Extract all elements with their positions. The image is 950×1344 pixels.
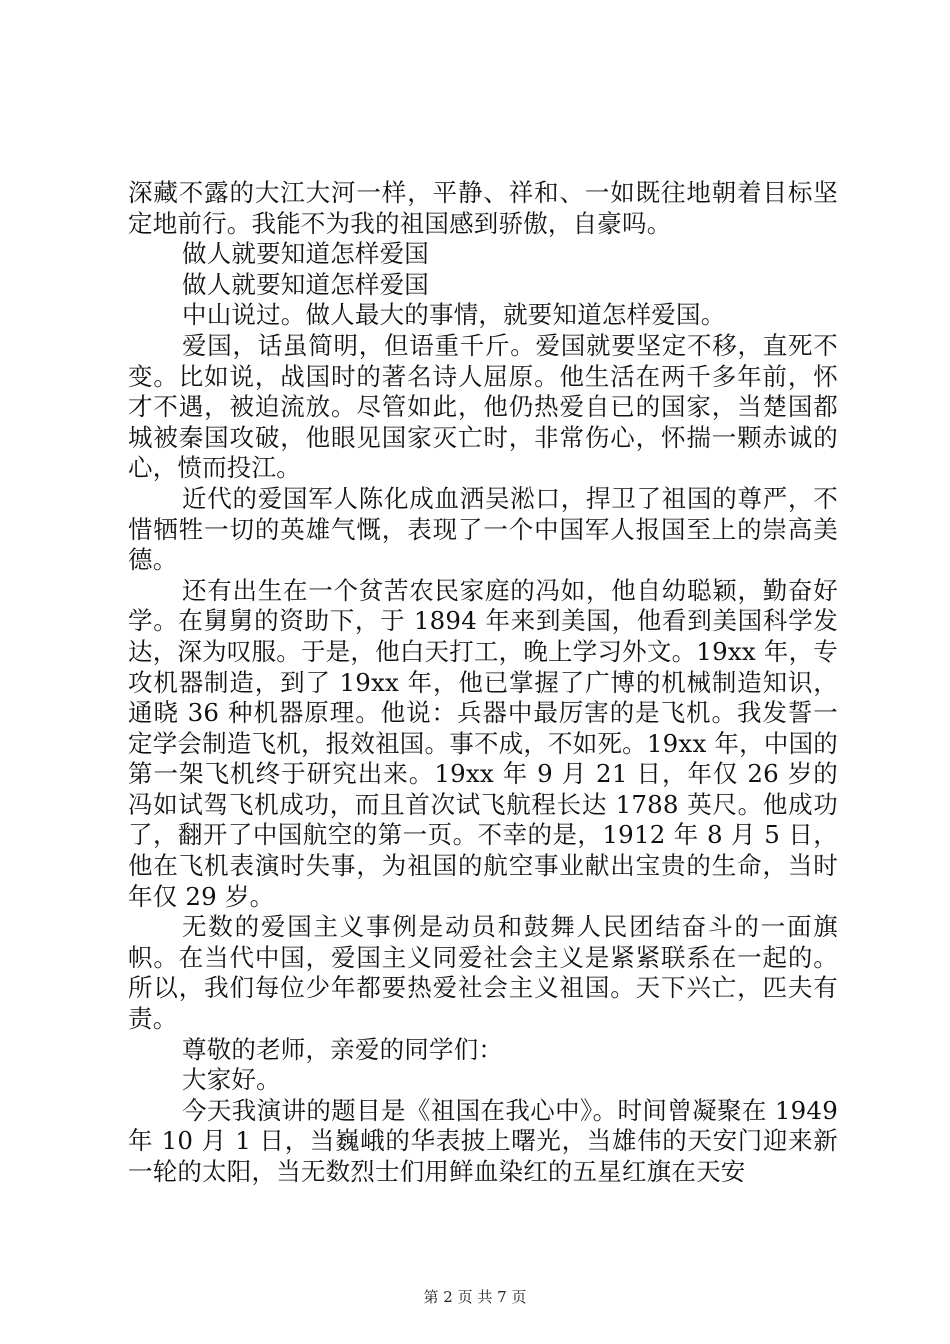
paragraph-salutation: 尊敬的老师，亲爱的同学们： bbox=[182, 1034, 504, 1064]
paragraph-quyuan: 爱国，话虽简明，但语重千斤。爱国就要坚定不移，直死不变。比如说，战国时的著名诗人屈原。他生活在两千多年前，怀才不遇，被迫流放。尽管如此，他仍热爱自已的国家，当楚国都城被秦国攻破，他眼见国家灭亡时，非常伤心，怀揣一颗赤诚的心，愤而投江。 bbox=[128, 330, 838, 483]
paragraph-continuation: 深藏不露的大江大河一样，平静、祥和、一如既往地朝着目标坚定地前行。我能不为我的祖国感到骄傲，自豪吗。 bbox=[128, 178, 838, 238]
paragraph-fengru: 还有出生在一个贫苦农民家庭的冯如，他自幼聪颖，勤奋好学。在舅舅的资助下，于 1894 年来到美国，他看到美国科学发达，深为叹服。于是，他白天打工，晚上学习外文。19xx 年，专攻机器制造，到了 19xx 年，他已掌握了广博的机械制造知识，通晓 36 种机器原理。他说：兵器中最厉害的是飞机。我发誓一定学会制造飞机，报效祖国。事不成，不如死。19xx 年，中国的第一架飞机终于研究出来。19xx 年 9 月 21 日，年仅 26 岁的冯如试驾飞机成功，而且首次试飞航程长达 1788 英尺。他成功了，翻开了中国航空的第一页。不幸的是，1912 年 8 月 5 日，他在飞机表演时失事，为祖国的航空事业献出宝贵的生命，当时年仅 29 岁。 bbox=[128, 575, 838, 911]
paragraph-chenhuacheng: 近代的爱国军人陈化成血洒吴淞口，捍卫了祖国的尊严，不惜牺牲一切的英雄气慨，表现了一个中国军人报国至上的崇高美德。 bbox=[128, 483, 838, 575]
paragraph-quote: 中山说过。做人最大的事情，就要知道怎样爱国。 bbox=[182, 300, 726, 330]
paragraph-patriotism: 无数的爱国主义事例是动员和鼓舞人民团结奋斗的一面旗帜。在当代中国，爱国主义同爱社会主义是紧紧联系在一起的。所以，我们每位少年都要热爱社会主义祖国。天下兴亡，匹夫有责。 bbox=[128, 912, 838, 1034]
paragraph-speech-title: 今天我演讲的题目是《祖国在我心中》。时间曾凝聚在 1949 年 10 月 1 日，当巍峨的华表披上曙光，当雄伟的天安门迎来新一轮的太阳，当无数烈士们用鲜血染红的五星红旗在天安 bbox=[128, 1095, 838, 1186]
page-footer: 第 2 页 共 7 页 bbox=[423, 1288, 527, 1306]
paragraph-heading-1: 做人就要知道怎样爱国 bbox=[182, 239, 429, 269]
document-body bbox=[128, 178, 838, 1188]
paragraph-heading-2: 做人就要知道怎样爱国 bbox=[182, 269, 429, 299]
paragraph-greeting: 大家好。 bbox=[182, 1065, 281, 1095]
